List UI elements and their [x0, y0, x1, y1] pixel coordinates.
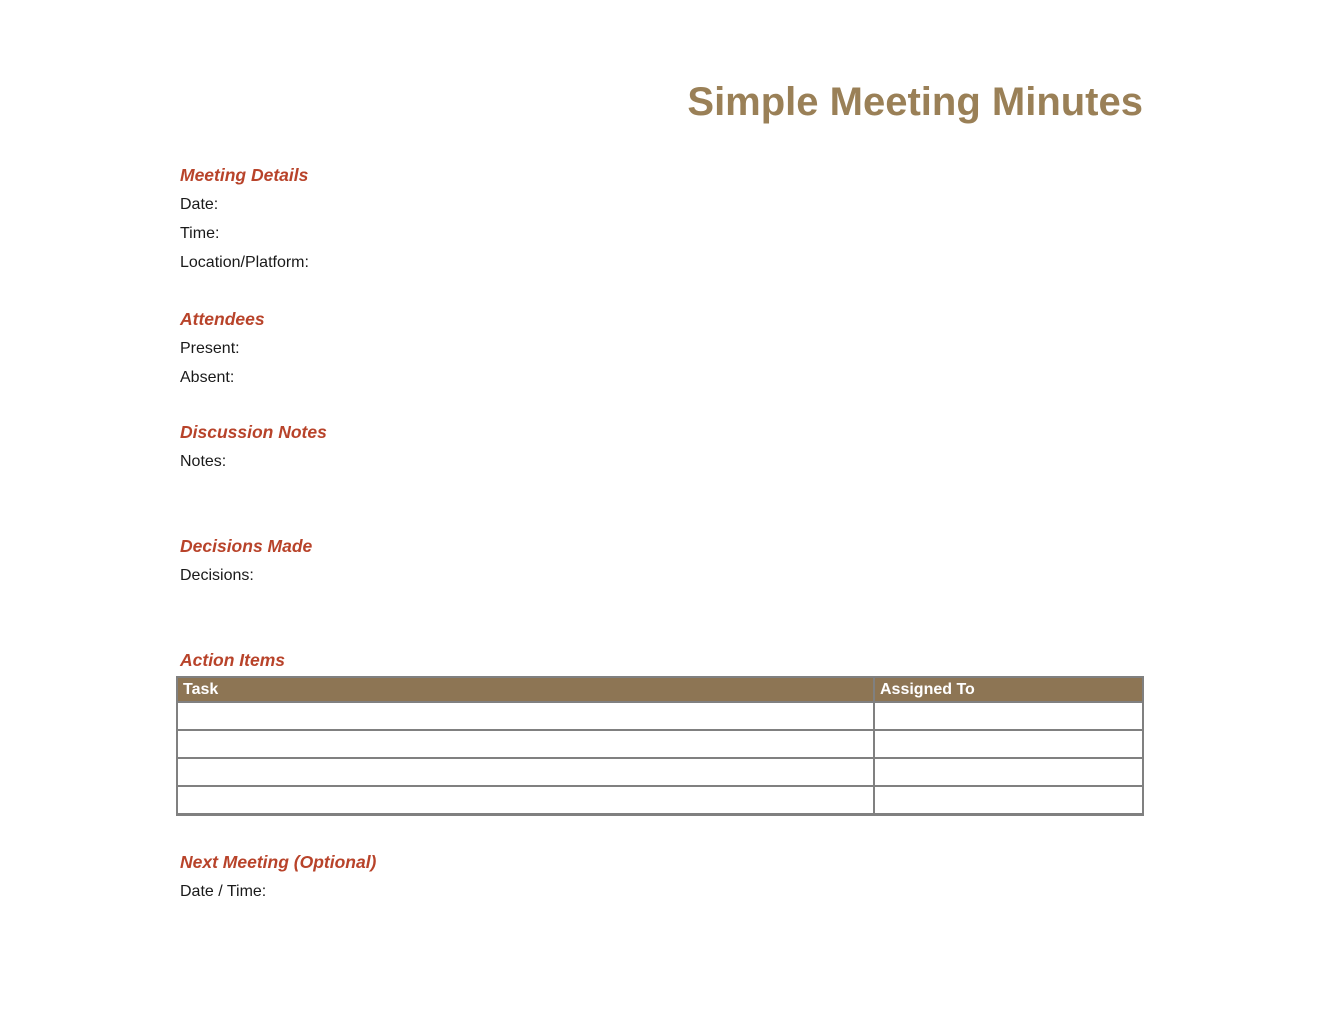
column-header-task: Task — [177, 677, 874, 702]
column-header-assigned-to: Assigned To — [874, 677, 1143, 702]
next-meeting-date-time-label: Date / Time: — [180, 883, 267, 900]
decisions-label: Decisions: — [180, 567, 254, 584]
meeting-details-heading: Meeting Details — [180, 165, 309, 185]
location-platform-label: Location/Platform: — [180, 254, 309, 271]
section-decisions-made — [180, 535, 312, 590]
task-cell — [177, 786, 874, 814]
assigned-to-cell — [874, 786, 1143, 814]
next-meeting-heading: Next Meeting (Optional) — [180, 852, 377, 872]
next-meeting-fields — [180, 877, 376, 906]
assigned-to-cell — [874, 702, 1143, 730]
notes-label: Notes: — [180, 453, 227, 470]
section-meeting-details — [180, 164, 309, 277]
decisions-made-heading: Decisions Made — [180, 536, 313, 556]
section-discussion-notes — [180, 421, 327, 476]
section-next-meeting — [180, 851, 376, 906]
decisions-made-fields — [180, 561, 312, 590]
section-attendees — [180, 308, 265, 392]
assigned-to-cell — [874, 758, 1143, 786]
action-items-table — [176, 676, 1144, 816]
action-items-table-header — [177, 677, 1143, 702]
date-label: Date: — [180, 196, 219, 213]
attendees-fields — [180, 334, 265, 392]
meeting-details-fields — [180, 190, 309, 277]
time-label: Time: — [180, 225, 220, 242]
task-cell — [177, 758, 874, 786]
action-items-table-body — [177, 702, 1143, 814]
task-cell — [177, 702, 874, 730]
attendees-heading: Attendees — [180, 309, 265, 329]
table-row — [177, 702, 1143, 730]
action-items-heading: Action Items — [180, 650, 286, 670]
task-cell — [177, 730, 874, 758]
table-row — [177, 758, 1143, 786]
present-label: Present: — [180, 340, 240, 357]
absent-label: Absent: — [180, 369, 235, 386]
discussion-notes-heading: Discussion Notes — [180, 422, 327, 442]
document-title: Simple Meeting Minutes — [687, 80, 1143, 124]
header-row — [177, 677, 1143, 702]
table-row — [177, 730, 1143, 758]
discussion-notes-fields — [180, 447, 327, 476]
section-action-items — [176, 649, 1144, 816]
assigned-to-cell — [874, 730, 1143, 758]
table-row — [177, 786, 1143, 814]
